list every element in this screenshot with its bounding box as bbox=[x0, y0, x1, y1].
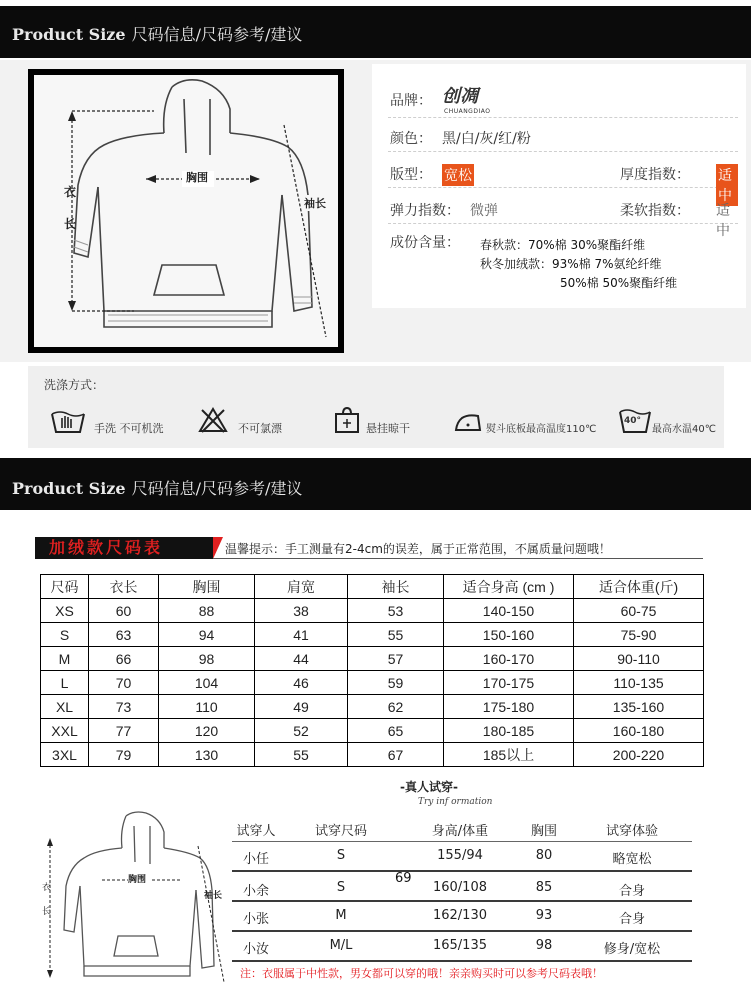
soft-label: 柔软指数： bbox=[620, 203, 690, 219]
table-cell: 94 bbox=[159, 623, 255, 647]
table-cell: 49 bbox=[255, 695, 348, 719]
color-value: 黑/白/灰/红/粉 bbox=[442, 131, 531, 147]
table-row: 小余 S 160/108 85 合身 bbox=[232, 872, 692, 902]
column-header: 试穿体验 bbox=[605, 824, 658, 839]
table-cell: 60 bbox=[89, 599, 159, 623]
table-cell: 55 bbox=[255, 743, 348, 767]
measurement-tip: 温馨提示：手工测量有2-4cm的误差，属于正常范围，不属质量问题哦！ bbox=[225, 542, 611, 556]
table-row bbox=[41, 719, 704, 743]
table-cell: XL bbox=[41, 695, 89, 719]
table-cell: 185以上 bbox=[444, 743, 574, 767]
column-header: 试穿尺码 bbox=[314, 824, 367, 839]
iron-icon bbox=[454, 406, 482, 434]
table-cell: 110-135 bbox=[574, 671, 704, 695]
table-cell: 150-160 bbox=[444, 623, 574, 647]
table-cell: 70 bbox=[89, 671, 159, 695]
table-row: 小汝 M/L 165/135 98 修身/宽松 bbox=[232, 932, 692, 962]
table-cell: 110 bbox=[159, 695, 255, 719]
table-cell: 175-180 bbox=[444, 695, 574, 719]
table-cell: 52 bbox=[255, 719, 348, 743]
hang-dry-icon bbox=[332, 406, 362, 434]
length-label-small-2: 长 bbox=[42, 907, 52, 917]
table-row: 小张 M 162/130 93 合身 bbox=[232, 902, 692, 932]
column-header: 适合身高 (cm ) bbox=[444, 575, 574, 599]
composition-label: 成份含量： bbox=[390, 235, 460, 251]
table-cell: 46 bbox=[255, 671, 348, 695]
table-cell: 180-185 bbox=[444, 719, 574, 743]
color-row bbox=[388, 124, 738, 152]
table-cell: 3XL bbox=[41, 743, 89, 767]
table-cell: 44 bbox=[255, 647, 348, 671]
wash-instructions bbox=[28, 366, 724, 448]
composition-line: 春秋款：70%棉 30%聚酯纤维 bbox=[480, 238, 646, 252]
section-title: Product Size 尺码信息/尺码参考/建议 bbox=[12, 25, 303, 44]
color-label: 颜色： bbox=[390, 131, 432, 147]
column-header: 尺码 bbox=[41, 575, 89, 599]
table-cell: 59 bbox=[348, 671, 444, 695]
table-cell: 60-75 bbox=[574, 599, 704, 623]
hoodie-measurement-diagram bbox=[28, 69, 344, 353]
table-row bbox=[41, 647, 704, 671]
table-cell: 67 bbox=[348, 743, 444, 767]
fit-label: 版型： bbox=[390, 167, 432, 183]
table-row: 小任 S 155/94 80 略宽松 bbox=[232, 842, 692, 872]
length-label-small-1: 衣 bbox=[42, 883, 52, 893]
table-header-row bbox=[41, 575, 704, 599]
unisex-note: 注：衣服属于中性款，男女都可以穿的哦！亲亲购买时可以参考尺码表哦！ bbox=[240, 967, 603, 980]
hoodie-outline-illustration-small bbox=[40, 810, 230, 990]
table-row bbox=[41, 695, 704, 719]
table-cell: 79 bbox=[89, 743, 159, 767]
table-cell: 160-180 bbox=[574, 719, 704, 743]
thickness-label: 厚度指数： bbox=[620, 167, 690, 183]
sleeve-label: 袖长 bbox=[304, 197, 326, 210]
section-header-product-size bbox=[0, 6, 751, 58]
elastic-value: 微弹 bbox=[470, 203, 498, 219]
table-cell: 62 bbox=[348, 695, 444, 719]
tip-underline bbox=[213, 558, 703, 559]
table-cell: 90-110 bbox=[574, 647, 704, 671]
column-header: 适合体重(斤) bbox=[574, 575, 704, 599]
table-cell: L bbox=[41, 671, 89, 695]
sleeve-label-small: 袖长 bbox=[204, 891, 223, 901]
column-header: 胸围 bbox=[530, 824, 557, 839]
table-cell: S bbox=[41, 623, 89, 647]
column-header: 身高/体重 bbox=[431, 824, 489, 839]
table-cell: 104 bbox=[159, 671, 255, 695]
fit-value: 宽松 bbox=[442, 164, 474, 186]
hang-dry-item: 悬挂晾干 bbox=[332, 406, 422, 436]
table-cell: 63 bbox=[89, 623, 159, 647]
try-on-diagram bbox=[40, 810, 230, 990]
table-cell: 170-175 bbox=[444, 671, 574, 695]
table-cell: 160-170 bbox=[444, 647, 574, 671]
brand-logo: 创凋 bbox=[442, 86, 478, 107]
table-cell: 73 bbox=[89, 695, 159, 719]
elastic-row bbox=[388, 196, 738, 239]
table-row bbox=[41, 671, 704, 695]
table-row bbox=[41, 599, 704, 623]
size-chart-table bbox=[40, 574, 704, 767]
length-label-1: 衣 bbox=[64, 185, 77, 199]
elastic-label: 弹力指数： bbox=[390, 203, 460, 219]
table-cell: 55 bbox=[348, 623, 444, 647]
table-cell: 98 bbox=[159, 647, 255, 671]
hand-wash-icon bbox=[50, 406, 86, 434]
section-title: Product Size 尺码信息/尺码参考/建议 bbox=[12, 479, 303, 498]
product-attributes bbox=[372, 64, 746, 308]
brand-logo-en: CHUANGDIAO bbox=[444, 108, 491, 115]
column-header: 袖长 bbox=[348, 575, 444, 599]
composition-line: 秋冬加绒款：93%棉 7%氨纶纤维 bbox=[480, 257, 662, 271]
table-cell: 77 bbox=[89, 719, 159, 743]
table-cell: 41 bbox=[255, 623, 348, 647]
table-cell: 66 bbox=[89, 647, 159, 671]
table-cell: 200-220 bbox=[574, 743, 704, 767]
chest-label-small: 胸围 bbox=[128, 875, 147, 885]
column-header: 衣长 bbox=[89, 575, 159, 599]
table-cell: 140-150 bbox=[444, 599, 574, 623]
thickness-value: 适中 bbox=[716, 164, 738, 206]
table-cell: 57 bbox=[348, 647, 444, 671]
water-temp-item: 40° 最高水温40℃ bbox=[618, 406, 722, 436]
try-on-title: -真人试穿- bbox=[400, 780, 458, 794]
table-cell: 75-90 bbox=[574, 623, 704, 647]
table-cell: XS bbox=[41, 599, 89, 623]
table-cell: 53 bbox=[348, 599, 444, 623]
no-bleach-icon bbox=[198, 406, 228, 434]
table-cell: 65 bbox=[348, 719, 444, 743]
column-header: 胸围 bbox=[159, 575, 255, 599]
section-header-product-size-2 bbox=[0, 458, 751, 510]
hoodie-outline-illustration bbox=[34, 75, 338, 347]
column-header: 肩宽 bbox=[255, 575, 348, 599]
table-cell: 38 bbox=[255, 599, 348, 623]
try-on-subtitle: Try inf ormation bbox=[418, 797, 493, 807]
size-table-tag: 加绒款尺码表 bbox=[35, 537, 213, 559]
composition-line: 50%棉 50%聚酯纤维 bbox=[560, 276, 678, 290]
hand-wash-item: 手洗 不可机洗 bbox=[50, 406, 190, 436]
table-cell: XXL bbox=[41, 719, 89, 743]
table-cell: M bbox=[41, 647, 89, 671]
soft-value: 适中 bbox=[716, 203, 730, 239]
table-cell: 88 bbox=[159, 599, 255, 623]
table-cell: 130 bbox=[159, 743, 255, 767]
column-header: 试穿人 bbox=[236, 824, 276, 839]
stray-mark: 69 bbox=[395, 871, 412, 886]
temp-badge: 40° bbox=[624, 416, 642, 426]
size-table-header bbox=[35, 537, 703, 559]
brand-row bbox=[388, 86, 738, 118]
length-label-2: 长 bbox=[64, 217, 77, 231]
table-cell: 135-160 bbox=[574, 695, 704, 719]
table-cell: 120 bbox=[159, 719, 255, 743]
no-bleach-item: 不可氯漂 bbox=[198, 406, 298, 436]
fit-row bbox=[388, 160, 738, 204]
table-row bbox=[41, 623, 704, 647]
chest-label: 胸围 bbox=[186, 171, 208, 184]
iron-item: 熨斗底板最高温度110℃ bbox=[454, 406, 614, 436]
table-row bbox=[41, 743, 704, 767]
wash-label: 洗涤方式： bbox=[44, 378, 105, 392]
brand-label: 品牌： bbox=[390, 93, 432, 109]
tag-corner bbox=[213, 537, 223, 559]
try-on-header-row bbox=[232, 818, 692, 842]
